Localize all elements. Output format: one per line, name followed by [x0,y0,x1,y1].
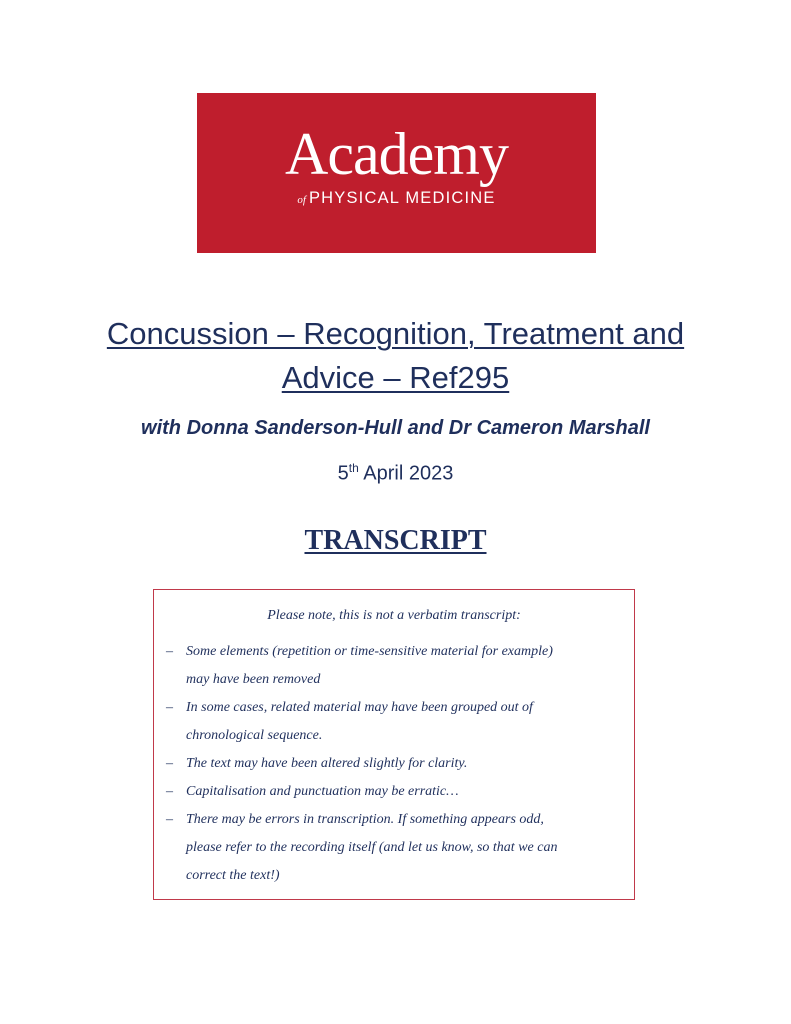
logo-tagline [197,189,596,209]
dash-bullet: – [166,756,173,771]
notice-intro: Please note, this is not a verbatim transcript: [267,608,521,623]
logo-tagline-prefix: of [297,194,306,206]
list-item-text: please refer to the recording itself (and let us know, so that we can [186,840,558,855]
list-item [154,694,634,750]
dash-bullet: – [166,700,173,715]
list-item-text: may have been removed [186,672,321,687]
presenters: with Donna Sanderson-Hull and Dr Cameron Marshall [141,417,650,439]
list-item-text: In some cases, related material may have been grouped out of [186,700,533,715]
list-item-text: correct the text!) [186,868,280,883]
transcript-heading: TRANSCRIPT [304,525,487,556]
date-day: 5 [337,462,349,485]
list-item [154,806,634,890]
list-item-text: chronological sequence. [186,728,323,743]
list-item [154,638,634,694]
dash-bullet: – [166,644,173,659]
list-item-text: Capitalisation and punctuation may be erratic… [186,784,459,799]
title-line-2: Advice – Ref295 [281,360,510,395]
list-item-text: There may be errors in transcription. If something appears odd, [186,812,544,827]
document-title [0,312,791,400]
list-item-text: The text may have been altered slightly for clarity. [186,756,468,771]
list-item [154,778,634,806]
date-rest: April 2023 [363,462,454,485]
dash-bullet: – [166,784,173,799]
transcript-notice-box [153,589,635,900]
list-item-text: Some elements (repetition or time-sensitive material for example) [186,644,553,659]
academy-logo [197,93,596,253]
logo-wordmark: Academy [285,121,508,187]
date-suffix: th [348,461,359,475]
dash-bullet: – [166,812,173,827]
date [0,461,791,486]
logo-tagline-text: PHYSICAL MEDICINE [308,189,496,207]
notice-list [154,638,634,890]
list-item [154,750,634,778]
title-line-1: Concussion – Recognition, Treatment and [106,316,685,351]
